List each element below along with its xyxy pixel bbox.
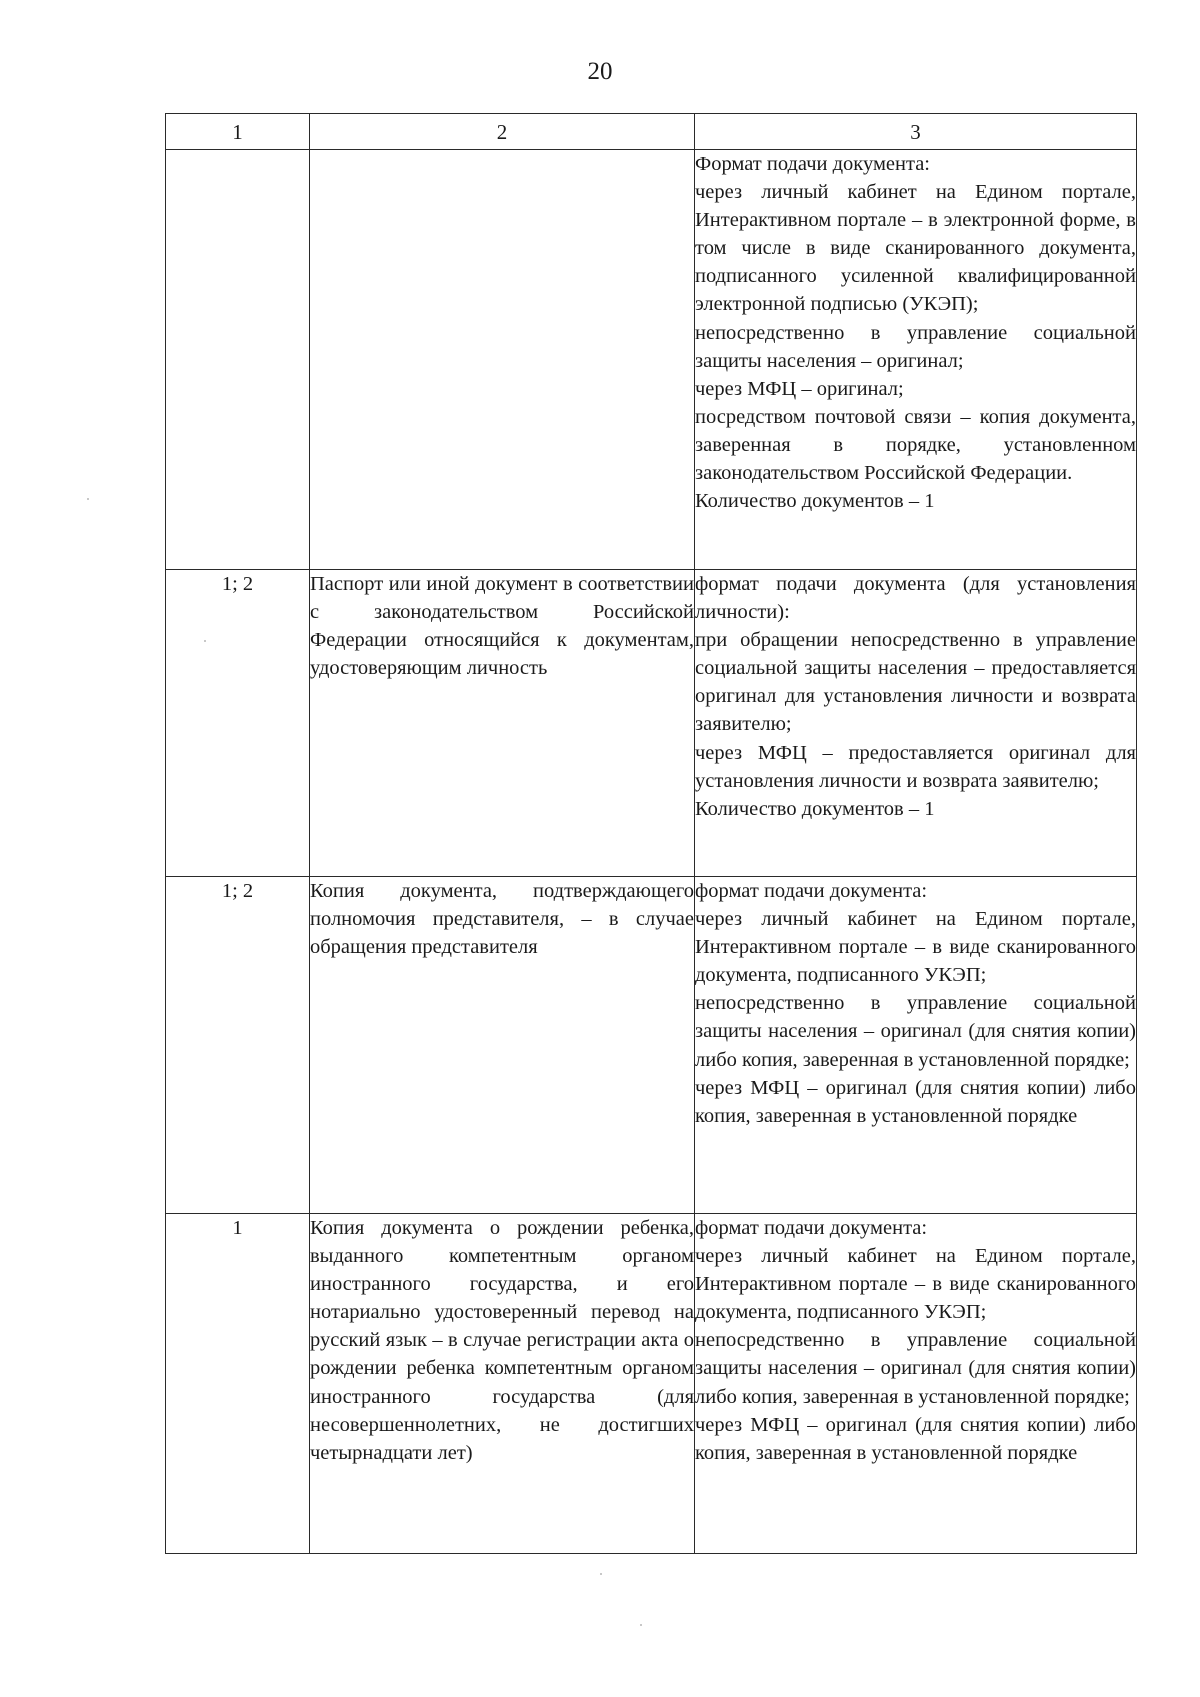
row-number-cell [166, 150, 310, 570]
submission-format-cell [695, 1214, 1137, 1554]
description-text: Паспорт или иной документ в соответствии с законодательством Российской Федерации относящийся к документам, удостоверяющим личность [310, 573, 694, 680]
format-line: Формат подачи документа: [695, 153, 930, 175]
scan-speck [600, 1573, 602, 1575]
row-number-cell: 1; 2 [166, 877, 310, 1214]
scan-speck [87, 498, 89, 500]
submission-format-cell [695, 877, 1137, 1214]
table-row [166, 150, 1137, 570]
document-description-cell [310, 1214, 695, 1554]
table-header-row [166, 114, 1137, 150]
document-description-cell [310, 570, 695, 877]
format-line: через личный кабинет на Едином портале, Интерактивном портале – в виде сканированного документа, подписанного УКЭП; [695, 908, 1136, 987]
row-number-cell: 1; 2 [166, 570, 310, 877]
scan-speck [640, 1624, 642, 1626]
format-line: через МФЦ – оригинал (для снятия копии) либо копия, заверенная в установленной порядке [695, 1076, 1136, 1127]
table-row [166, 1214, 1137, 1554]
format-line: Количество документов – 1 [695, 797, 935, 820]
document-table [165, 113, 1137, 1554]
page-number: 20 [587, 58, 613, 85]
submission-format-cell [695, 570, 1137, 877]
format-line: непосредственно в управление социальной защиты населения – оригинал (для снятия копии) либо копия, заверенная в установленной порядке; [695, 1329, 1136, 1408]
format-line: посредством почтовой связи – копия документа, заверенная в порядке, установленном законодательством Российской Федерации. [695, 405, 1136, 485]
format-line: через личный кабинет на Едином портале, Интерактивном портале – в электронной форме, в том числе в виде сканированного документа, подписанного усиленной квалифицированной электронной подписью (УКЭП); [695, 181, 1136, 316]
format-line: через личный кабинет на Едином портале, Интерактивном портале – в виде сканированного документа, подписанного УКЭП; [695, 1245, 1136, 1324]
scan-speck [204, 640, 206, 642]
table-row [166, 570, 1137, 877]
format-line: при обращении непосредственно в управление социальной защиты населения – предоставляется оригинал для установления личности и возврата заявителю; [695, 629, 1136, 736]
format-line: через МФЦ – оригинал; [695, 377, 904, 400]
format-line: формат подачи документа (для установления личности): [695, 573, 1136, 624]
document-description-cell [310, 877, 695, 1214]
format-line: через МФЦ – оригинал (для снятия копии) либо копия, заверенная в установленной порядке [695, 1413, 1136, 1464]
table-row [166, 877, 1137, 1214]
column-header-3: 3 [695, 114, 1137, 150]
submission-format-cell [695, 150, 1137, 570]
description-text: Копия документа, подтверждающего полномочия представителя, – в случае обращения представителя [310, 880, 694, 959]
description-text: Копия документа о рождении ребенка, выданного компетентным органом иностранного государства, и его нотариально удостоверенный перевод на русский язык – в случае регистрации акта о рождении ребенка компетентным органом иностранного государства (для несовершеннолетних, не достигших четырнадцати лет) [310, 1217, 694, 1464]
format-line: Количество документов – 1 [695, 490, 935, 513]
document-description-cell [310, 150, 695, 570]
column-header-1: 1 [166, 114, 310, 150]
column-header-2: 2 [310, 114, 695, 150]
format-line: непосредственно в управление социальной защиты населения – оригинал; [695, 321, 1136, 372]
format-line: формат подачи документа: [695, 1217, 928, 1239]
format-line: формат подачи документа: [695, 880, 928, 902]
format-line: непосредственно в управление социальной защиты населения – оригинал (для снятия копии) либо копия, заверенная в установленной порядке; [695, 992, 1136, 1071]
row-number-cell: 1 [166, 1214, 310, 1554]
format-line: через МФЦ – предоставляется оригинал для установления личности и возврата заявителю; [695, 741, 1136, 792]
